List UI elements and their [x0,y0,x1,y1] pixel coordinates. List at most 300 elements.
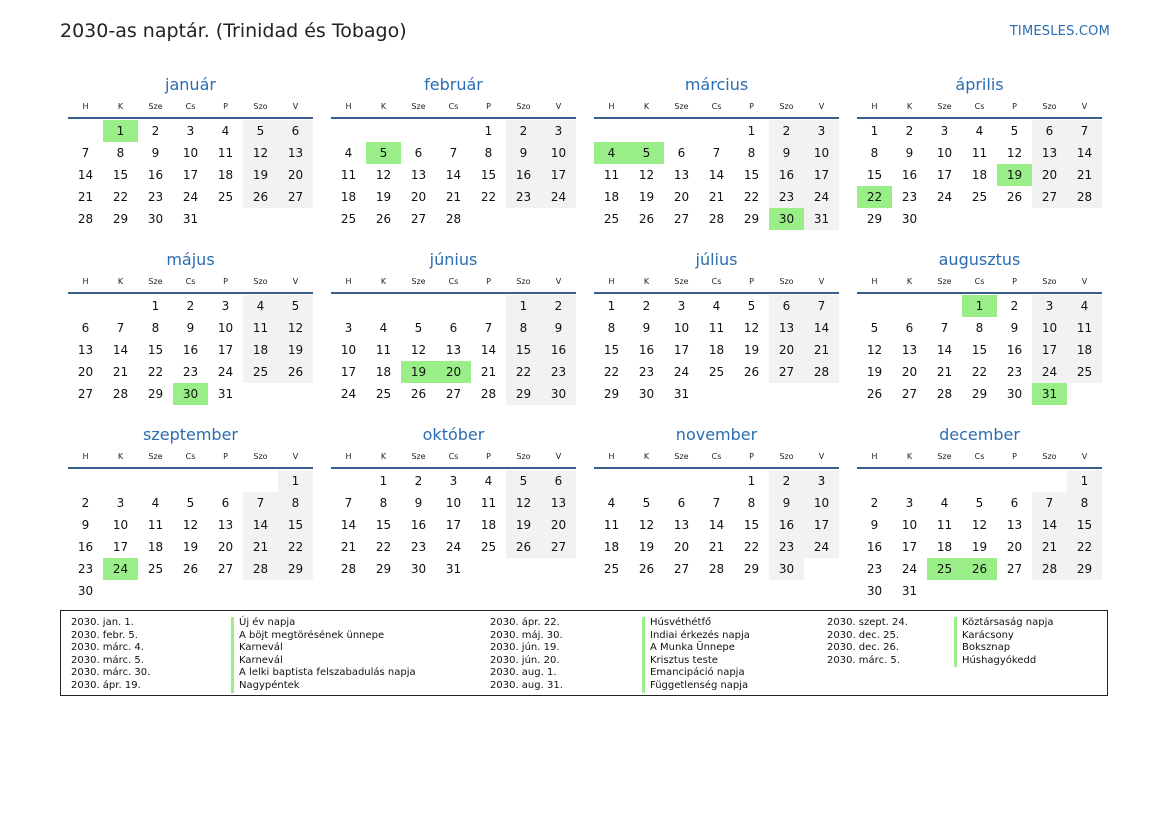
day-cell: 28 [112,387,129,401]
day-empty [962,470,997,492]
day-cell: 24 [901,562,918,576]
day-cell: 30 [638,387,655,401]
weekday-label: Sze [937,277,952,286]
day-cell: 1 [151,299,160,313]
weekday-label: Cs [711,277,722,286]
day-empty [892,470,927,492]
day-cell: 16 [866,540,883,554]
day-cell: 31 [217,387,234,401]
weekday-label: H [871,452,878,461]
weekday-label: V [1081,277,1088,286]
holiday-date: 2030. aug. 1. [490,667,557,679]
day-cell: 23 [769,536,804,558]
holiday-name: A lelki baptista felszabadulás napja [231,667,416,680]
day-cell: 14 [340,518,357,532]
day-cell: 24 [182,190,199,204]
month-title: szeptember [142,425,238,444]
day-cell: 29 [603,387,620,401]
day-cell: 31 [673,387,690,401]
day-cell: 20 [1006,540,1023,554]
holiday-name: Húsvéthétfő [642,617,750,630]
holiday-date: 2030. jún. 20. [490,654,560,666]
day-cell: 13 [278,142,313,164]
day-cell: 24 [541,186,576,208]
day-empty [927,470,962,492]
day-cell: 18 [971,168,988,182]
day-cell: 12 [743,321,760,335]
day-cell: 25 [340,212,357,226]
day-cell: 23 [638,365,655,379]
weekday-label: P [223,102,228,111]
day-cell: 16 [1006,343,1023,357]
day-cell: 22 [603,365,620,379]
calendar-grid [68,72,1102,597]
day-cell: 16 [901,168,918,182]
month-2 [331,72,576,247]
page-title: 2030-as naptár. (Trinidad és Tobago) [60,20,407,42]
day-cell: 11 [971,146,988,160]
day-cell-holiday: 5 [629,142,664,164]
brand-link[interactable]: TIMESLES.COM [1009,24,1110,39]
weekday-label: Szo [779,452,794,461]
day-cell-holiday: 31 [1032,383,1067,405]
day-cell: 3 [221,299,230,313]
weekday-label: P [223,452,228,461]
day-cell: 29 [112,212,129,226]
day-empty [401,120,436,142]
weekday-label: K [117,102,124,111]
holiday-date: 2030. ápr. 22. [490,617,560,628]
day-cell: 7 [940,321,949,335]
day-cell: 20 [769,339,804,361]
day-cell: 24 [804,536,839,558]
weekday-label: P [749,102,754,111]
day-cell: 6 [541,470,576,492]
day-cell: 1 [278,470,313,492]
day-cell: 27 [217,562,234,576]
weekday-header [857,272,1102,294]
day-cell: 19 [375,190,392,204]
day-cell: 9 [769,492,804,514]
day-cell: 24 [1032,361,1067,383]
day-cell: 23 [147,190,164,204]
day-empty [927,295,962,317]
day-cell: 7 [712,496,721,510]
day-empty [699,470,734,492]
day-cell: 31 [182,212,199,226]
day-cell: 2 [81,496,90,510]
day-cell-holiday: 24 [103,558,138,580]
day-cell: 1 [747,474,756,488]
day-cell: 11 [603,168,620,182]
weekday-label: V [555,452,562,461]
day-cell: 26 [638,212,655,226]
weekday-label: H [82,277,89,286]
day-cell-holiday: 19 [401,361,436,383]
day-cell: 26 [506,536,541,558]
day-cell: 4 [975,124,984,138]
day-cell: 22 [375,540,392,554]
day-cell: 5 [186,496,195,510]
day-cell: 21 [445,190,462,204]
day-empty [629,470,664,492]
day-cell: 13 [1006,518,1023,532]
day-cell: 10 [112,518,129,532]
day-cell: 24 [673,365,690,379]
day-cell: 17 [541,164,576,186]
day-cell: 9 [151,146,160,160]
day-cell: 27 [1032,186,1067,208]
day-cell: 9 [769,142,804,164]
day-cell: 13 [217,518,234,532]
weekday-label: Sze [411,277,426,286]
day-cell: 11 [603,518,620,532]
day-cell: 3 [344,321,353,335]
holiday-dates-column [71,617,150,693]
weekday-label: H [608,452,615,461]
day-cell: 22 [278,536,313,558]
day-cell: 7 [712,146,721,160]
holiday-name: Indiai érkezés napja [642,630,750,643]
day-cell: 3 [940,124,949,138]
day-cell: 12 [410,343,427,357]
day-cell: 16 [147,168,164,182]
weekday-header [594,447,839,469]
day-cell: 29 [506,383,541,405]
day-grid [594,470,839,580]
month-5 [68,247,313,422]
day-cell: 21 [708,540,725,554]
month-4 [857,72,1102,247]
weekday-label: V [292,277,299,286]
month-title: augusztus [938,250,1021,269]
weekday-label: V [1081,452,1088,461]
day-cell: 19 [866,365,883,379]
day-cell: 6 [1032,120,1067,142]
day-cell: 17 [673,343,690,357]
day-cell: 8 [116,146,125,160]
day-cell: 10 [804,492,839,514]
day-cell: 12 [375,168,392,182]
day-cell: 12 [866,343,883,357]
day-cell: 27 [410,212,427,226]
day-cell-holiday: 26 [962,558,997,580]
holiday-dates-column [490,617,563,693]
weekday-header [857,97,1102,119]
day-empty [892,295,927,317]
day-cell: 2 [870,496,879,510]
day-cell: 14 [480,343,497,357]
day-cell: 28 [480,387,497,401]
day-cell: 21 [112,365,129,379]
day-cell: 6 [1010,496,1019,510]
day-cell: 2 [541,295,576,317]
day-cell: 12 [638,518,655,532]
day-cell: 23 [77,562,94,576]
day-cell: 27 [445,387,462,401]
day-cell: 19 [243,164,278,186]
day-cell-holiday: 1 [103,120,138,142]
day-cell: 27 [673,562,690,576]
day-cell: 16 [638,343,655,357]
day-cell: 7 [1067,120,1102,142]
weekday-label: Cs [711,452,722,461]
day-cell: 26 [866,387,883,401]
day-cell: 8 [607,321,616,335]
day-cell: 1 [747,124,756,138]
day-cell: 6 [81,321,90,335]
weekday-label: P [486,452,491,461]
day-cell: 3 [905,496,914,510]
day-cell: 12 [182,518,199,532]
day-cell: 17 [804,514,839,536]
weekday-label: H [871,102,878,111]
day-cell: 4 [243,295,278,317]
day-empty [366,120,401,142]
day-cell: 2 [769,120,804,142]
weekday-label: Szo [779,102,794,111]
day-cell: 29 [147,387,164,401]
weekday-label: K [643,452,650,461]
day-cell: 17 [445,518,462,532]
holiday-name: A Munka Ünnepe [642,642,750,655]
day-cell: 15 [603,343,620,357]
weekday-label: H [345,452,352,461]
day-cell: 8 [975,321,984,335]
holiday-list [60,610,1108,696]
day-cell: 10 [445,496,462,510]
day-cell: 14 [804,317,839,339]
day-cell: 16 [769,164,804,186]
day-empty [173,470,208,492]
day-cell: 30 [769,558,804,580]
day-cell: 21 [936,365,953,379]
day-cell-holiday: 1 [962,295,997,317]
weekday-label: Szo [516,452,531,461]
day-cell: 23 [1006,365,1023,379]
day-cell: 3 [804,470,839,492]
day-cell: 12 [638,168,655,182]
day-cell: 5 [870,321,879,335]
day-cell: 15 [480,168,497,182]
day-cell: 28 [708,212,725,226]
weekday-label: K [906,277,913,286]
holiday-name: Új év napja [231,617,416,630]
day-cell: 23 [866,562,883,576]
day-empty [471,295,506,317]
day-empty [103,295,138,317]
day-cell: 28 [77,212,94,226]
day-cell: 27 [77,387,94,401]
day-cell: 24 [445,540,462,554]
day-cell: 27 [1006,562,1023,576]
day-empty [243,470,278,492]
weekday-label: K [643,102,650,111]
day-cell: 3 [186,124,195,138]
weekday-label: P [223,277,228,286]
holiday-date: 2030. márc. 5. [71,654,144,666]
day-cell: 4 [712,299,721,313]
day-cell: 25 [147,562,164,576]
day-cell: 23 [506,186,541,208]
day-empty [401,295,436,317]
day-cell: 6 [905,321,914,335]
weekday-label: Cs [448,102,459,111]
day-cell: 16 [77,540,94,554]
day-cell: 5 [506,470,541,492]
day-cell: 15 [506,339,541,361]
weekday-header [594,272,839,294]
day-grid [331,120,576,230]
day-cell: 7 [81,146,90,160]
holiday-name: Emancipáció napja [642,667,750,680]
day-cell: 6 [677,146,686,160]
weekday-label: K [906,102,913,111]
weekday-label: H [345,277,352,286]
day-cell: 10 [673,321,690,335]
holiday-dates-column [827,617,908,667]
day-cell: 20 [541,514,576,536]
day-cell: 11 [936,518,953,532]
holiday-date: 2030. márc. 4. [71,642,144,654]
day-cell: 8 [870,146,879,160]
holiday-names-column [231,617,416,693]
day-cell: 23 [541,361,576,383]
day-cell: 2 [506,120,541,142]
day-cell: 3 [804,120,839,142]
day-empty [103,470,138,492]
day-cell: 30 [1006,387,1023,401]
weekday-label: Sze [411,452,426,461]
month-1 [68,72,313,247]
day-grid [594,120,839,230]
day-cell: 10 [340,343,357,357]
day-grid [68,295,313,405]
holiday-date: 2030. jún. 19. [490,642,560,654]
day-cell-holiday: 4 [594,142,629,164]
day-cell: 9 [541,317,576,339]
weekday-label: V [818,102,825,111]
weekday-label: K [380,102,387,111]
day-cell: 29 [866,212,883,226]
day-cell: 15 [278,514,313,536]
day-cell: 2 [769,470,804,492]
day-cell: 18 [340,190,357,204]
weekday-label: Cs [974,102,985,111]
day-cell: 15 [147,343,164,357]
day-empty [664,120,699,142]
weekday-label: H [608,102,615,111]
holiday-date: 2030. jan. 1. [71,617,134,628]
day-cell: 1 [379,474,388,488]
day-cell: 13 [673,518,690,532]
day-cell: 25 [708,365,725,379]
weekday-label: Szo [1042,102,1057,111]
day-cell: 5 [1010,124,1019,138]
weekday-label: Szo [1042,277,1057,286]
day-cell: 12 [971,518,988,532]
day-cell: 20 [410,190,427,204]
day-cell: 22 [112,190,129,204]
weekday-label: Szo [779,277,794,286]
day-cell: 14 [1067,142,1102,164]
weekday-label: V [818,452,825,461]
day-cell: 29 [1067,558,1102,580]
day-cell: 13 [901,343,918,357]
day-cell: 18 [603,190,620,204]
holiday-date: 2030. márc. 5. [827,654,900,666]
day-cell: 13 [77,343,94,357]
weekday-label: Sze [148,277,163,286]
day-cell: 15 [743,168,760,182]
day-grid [331,295,576,405]
holiday-name: Húshagyókedd [954,655,1054,668]
day-cell: 17 [182,168,199,182]
day-cell: 7 [344,496,353,510]
weekday-label: V [292,102,299,111]
weekday-header [68,272,313,294]
day-cell: 17 [901,540,918,554]
day-cell: 3 [116,496,125,510]
day-cell: 20 [901,365,918,379]
holiday-name: A böjt megtörésének ünnepe [231,630,416,643]
weekday-label: Cs [185,102,196,111]
day-cell: 30 [410,562,427,576]
month-title: november [675,425,758,444]
day-cell: 10 [936,146,953,160]
day-cell: 1 [870,124,879,138]
day-cell: 12 [243,142,278,164]
day-cell: 17 [1032,339,1067,361]
day-cell: 27 [541,536,576,558]
day-empty [857,470,892,492]
month-title: május [166,250,215,269]
day-cell: 15 [866,168,883,182]
day-cell-holiday: 30 [769,208,804,230]
weekday-header [68,447,313,469]
day-cell: 14 [112,343,129,357]
day-cell: 11 [1067,317,1102,339]
day-empty [436,295,471,317]
day-cell: 13 [410,168,427,182]
day-cell: 28 [445,212,462,226]
day-cell: 15 [1067,514,1102,536]
day-cell: 4 [484,474,493,488]
holiday-date: 2030. aug. 31. [490,679,563,691]
day-cell: 18 [480,518,497,532]
day-cell: 23 [410,540,427,554]
weekday-label: K [906,452,913,461]
weekday-label: Cs [185,277,196,286]
day-cell: 30 [147,212,164,226]
day-cell: 11 [243,317,278,339]
weekday-label: V [292,452,299,461]
day-cell: 19 [506,514,541,536]
day-empty [594,120,629,142]
day-cell: 26 [638,562,655,576]
day-cell: 30 [77,584,94,598]
day-empty [208,470,243,492]
holiday-name: Nagypéntek [231,680,416,693]
day-cell: 5 [414,321,423,335]
weekday-label: V [818,277,825,286]
day-cell: 25 [1067,361,1102,383]
day-grid [857,470,1102,602]
day-cell: 19 [182,540,199,554]
day-cell: 5 [278,295,313,317]
weekday-header [857,447,1102,469]
weekday-label: P [1012,452,1017,461]
